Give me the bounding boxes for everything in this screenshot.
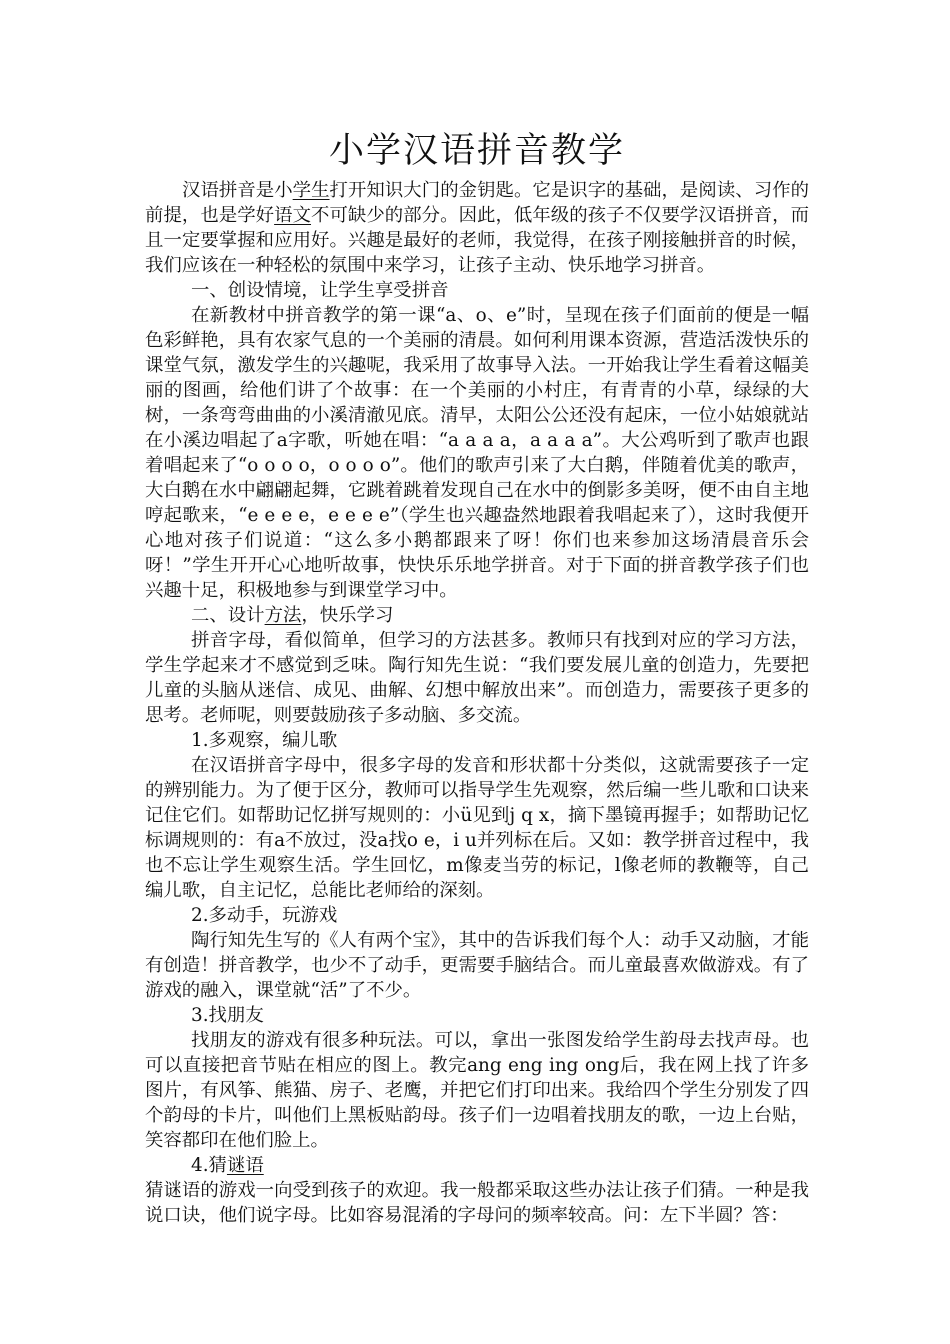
document-title: 小学汉语拼音教学 <box>328 131 625 171</box>
link-riddle[interactable]: 谜语 <box>226 1155 264 1176</box>
section2-paragraph: 拼音字母，看似简单，但学习的方法甚多。教师只有找到对应的学习方法，学生学起来才不感觉到乏味。陶行知先生说：“我们要发展儿童的创造力，先要把儿童的头脑从迷信、成见、曲解、幻想中解放出来”。而创造力，需要孩子更多的思考。老师呢，则要鼓励孩子多动脑、多交流。 <box>145 630 809 726</box>
section2-heading-text-2: ，快乐学习 <box>301 605 394 626</box>
section1-heading: 一、创设情境，让学生享受拼音 <box>191 280 449 301</box>
item2-paragraph: 陶行知先生写的《人有两个宝》，其中的告诉我们每个人：动手又动脑，才能有创造！拼音教学，也少不了动手，更需要手脑结合。而儿童最喜欢做游戏。有了游戏的融入，课堂就“活”了不少。 <box>145 930 809 1001</box>
link-student[interactable]: 学生 <box>292 180 330 201</box>
item3-paragraph: 找朋友的游戏有很多种玩法。可以，拿出一张图发给学生韵母去找声母。也可以直接把音节贴在相应的图上。教完ang eng ing ong后，我在网上找了许多图片，有风筝、熊猫、房子、老鹰，并把它们打印出来。我给四个学生分别发了四个韵母的卡片，叫他们上黑板贴韵母。孩子们一边唱着找朋友的歌，一边上台贴，笑容都印在他们脸上。 <box>145 1030 809 1151</box>
item4-heading <box>145 1153 809 1178</box>
item3-heading: 3.找朋友 <box>191 1005 264 1026</box>
section2-heading-text-1: 二、设计 <box>191 605 265 626</box>
intro-text-1: 汉语拼音是小 <box>182 180 293 201</box>
section2-heading <box>145 603 809 628</box>
document-body <box>145 128 809 1228</box>
item1-heading: 1.多观察，编儿歌 <box>191 730 338 751</box>
link-chinese[interactable]: 语文 <box>274 205 312 226</box>
item2-heading: 2.多动手，玩游戏 <box>191 905 338 926</box>
item4-paragraph: 猜谜语的游戏一向受到孩子的欢迎。我一般都采取这些办法让孩子们猜。一种是我说口诀，他们说字母。比如容易混淆的字母问的频率较高。问：左下半圆？答： <box>145 1180 809 1226</box>
intro-paragraph <box>145 178 809 278</box>
item4-heading-text: 4.猜 <box>191 1155 227 1176</box>
item1-paragraph: 在汉语拼音字母中，很多字母的发音和形状都十分类似，这就需要孩子一定的辨别能力。为了便于区分，教师可以指导学生先观察，然后编一些儿歌和口诀来记住它们。如帮助记忆拼写规则的：小ü见到j q x，摘下墨镜再握手；如帮助记忆标调规则的：有a不放过，没a找o e，i u并列标在后。又如：教学拼音过程中，我也不忘让学生观察生活。学生回忆，m像麦当劳的标记，l像老师的教鞭等，自己编儿歌，自主记忆，总能比老师给的深刻。 <box>145 755 809 901</box>
intro-text-2: 打开知识大门的金钥匙。它是识字的基础，是阅读、习作的前提，也是学好 <box>145 180 809 226</box>
intro-text-3: 不可缺少的部分。因此，低年级的孩子不仅要学汉语拼音，而且一定要掌握和应用好。兴趣是最好的老师，我觉得，在孩子刚接触拼音的时候，我们应该在一种轻松的氛围中来学习，让孩子主动、快乐地学习拼音。 <box>145 205 809 276</box>
section1-paragraph: 在新教材中拼音教学的第一课“a、o、e”时，呈现在孩子们面前的便是一幅色彩鲜艳，具有农家气息的一个美丽的清晨。如何利用课本资源，营造活泼快乐的课堂气氛，激发学生的兴趣呢，我采用了故事导入法。一开始我让学生看着这幅美丽的图画，给他们讲了个故事：在一个美丽的小村庄，有青青的小草，绿绿的大树，一条弯弯曲曲的小溪清澈见底。清早，太阳公公还没有起床，一位小姑娘就站在小溪边唱起了a字歌，听她在唱：“a a a a，a a a a”。大公鸡听到了歌声也跟着唱起来了“o o o o，o o o o”。他们的歌声引来了大白鹅，伴随着优美的歌声，大白鹅在水中翩翩起舞，它跳着跳着发现自己在水中的倒影多美呀，便不由自主地哼起歌来，“e e e e，e e e e”（学生也兴趣盎然地跟着我唱起来了），这时我便开心地对孩子们说道：“这么多小鹅都跟来了呀！你们也来参加这场清晨音乐会呀！”学生开开心心地听故事，快快乐乐地学拼音。对于下面的拼音教学孩子们也兴趣十足，积极地参与到课堂学习中。 <box>145 305 809 601</box>
link-method[interactable]: 方法 <box>264 605 302 626</box>
